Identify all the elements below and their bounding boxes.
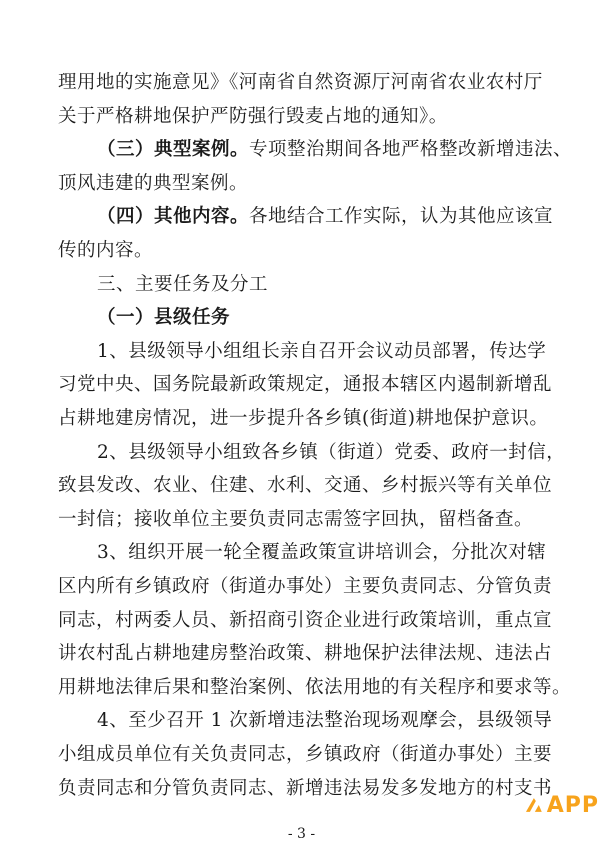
line-text: 顶风违建的典型案例。 bbox=[58, 173, 249, 194]
line-text: 占耕地建房情况，进一步提升各乡镇(街道)耕地保护意识。 bbox=[58, 408, 549, 429]
section-head: （四）其他内容。 bbox=[97, 206, 250, 227]
text-line bbox=[58, 239, 558, 263]
line-text: 致县发改、农业、住建、水利、交通、乡村振兴等有关单位 bbox=[58, 475, 553, 496]
text-line bbox=[58, 508, 558, 532]
line-text: 同志，村两委人员、新招商引资企业进行政策培训，重点宣 bbox=[58, 610, 553, 631]
app-logo-icon bbox=[523, 794, 545, 816]
line-text: 传的内容。 bbox=[58, 240, 154, 261]
text-line bbox=[97, 541, 557, 565]
line-text: 2、县级领导小组致各乡镇（街道）党委、政府一封信， bbox=[97, 442, 566, 463]
line-text: 一封信；接收单位主要负责同志需签字回执，留档备查。 bbox=[58, 509, 534, 530]
app-watermark bbox=[523, 790, 599, 820]
line-text: 4、至少召开 1 次新增违法整治现场观摩会，县级领导 bbox=[97, 710, 553, 731]
text-line bbox=[58, 777, 558, 801]
app-logo-text: APP bbox=[546, 792, 599, 818]
line-text: 关于严格耕地保护严防强行毁麦占地的通知》。 bbox=[58, 106, 448, 127]
text-line bbox=[58, 642, 558, 666]
text-line bbox=[58, 575, 558, 599]
line-text: 负责同志和分管负责同志、新增违法易发多发地方的村支书 bbox=[58, 778, 553, 799]
page-number: - 3 - bbox=[287, 826, 316, 842]
text-line bbox=[58, 676, 572, 700]
section-heading-line bbox=[97, 138, 573, 162]
text-line bbox=[97, 709, 557, 733]
section-head: （三）典型案例。 bbox=[97, 139, 250, 160]
text-line bbox=[97, 273, 557, 297]
text-line bbox=[58, 71, 558, 95]
line-text: 三、主要任务及分工 bbox=[97, 274, 269, 295]
line-text: 3、组织开展一轮全覆盖政策宣讲培训会，分批次对辖 bbox=[97, 542, 547, 563]
text-line bbox=[58, 609, 558, 633]
line-text: 讲农村乱占耕地建房整治政策、耕地保护法律法规、违法占 bbox=[58, 643, 553, 664]
line-text: 1、县级领导小组组长亲自召开会议动员部署，传达学 bbox=[97, 341, 547, 362]
text-line bbox=[58, 172, 558, 196]
section-heading-line bbox=[97, 306, 557, 330]
section-head: （一）县级任务 bbox=[97, 307, 231, 328]
line-text: 用耕地法律后果和整治案例、依法用地的有关程序和要求等。 bbox=[58, 677, 572, 698]
section-heading-line bbox=[97, 205, 557, 229]
text-line bbox=[58, 105, 558, 129]
line-text: 理用地的实施意见》《河南省自然资源厅河南省农业农村厅 bbox=[58, 72, 543, 93]
text-line bbox=[58, 407, 558, 431]
text-line bbox=[97, 340, 557, 364]
text-line bbox=[58, 373, 558, 397]
line-text: 各地结合工作实际，认为其他应该宣 bbox=[249, 206, 554, 227]
line-text: 小组成员单位有关负责同志，乡镇政府（街道办事处）主要 bbox=[58, 744, 553, 765]
text-line bbox=[58, 743, 558, 767]
text-line bbox=[58, 474, 558, 498]
line-text: 专项整治期间各地严格整改新增违法、 bbox=[249, 139, 573, 160]
line-text: 习党中央、国务院最新政策规定，通报本辖区内遏制新增乱 bbox=[58, 374, 553, 395]
line-text: 区内所有乡镇政府（街道办事处）主要负责同志、分管负责 bbox=[58, 576, 553, 597]
text-line bbox=[97, 441, 566, 465]
